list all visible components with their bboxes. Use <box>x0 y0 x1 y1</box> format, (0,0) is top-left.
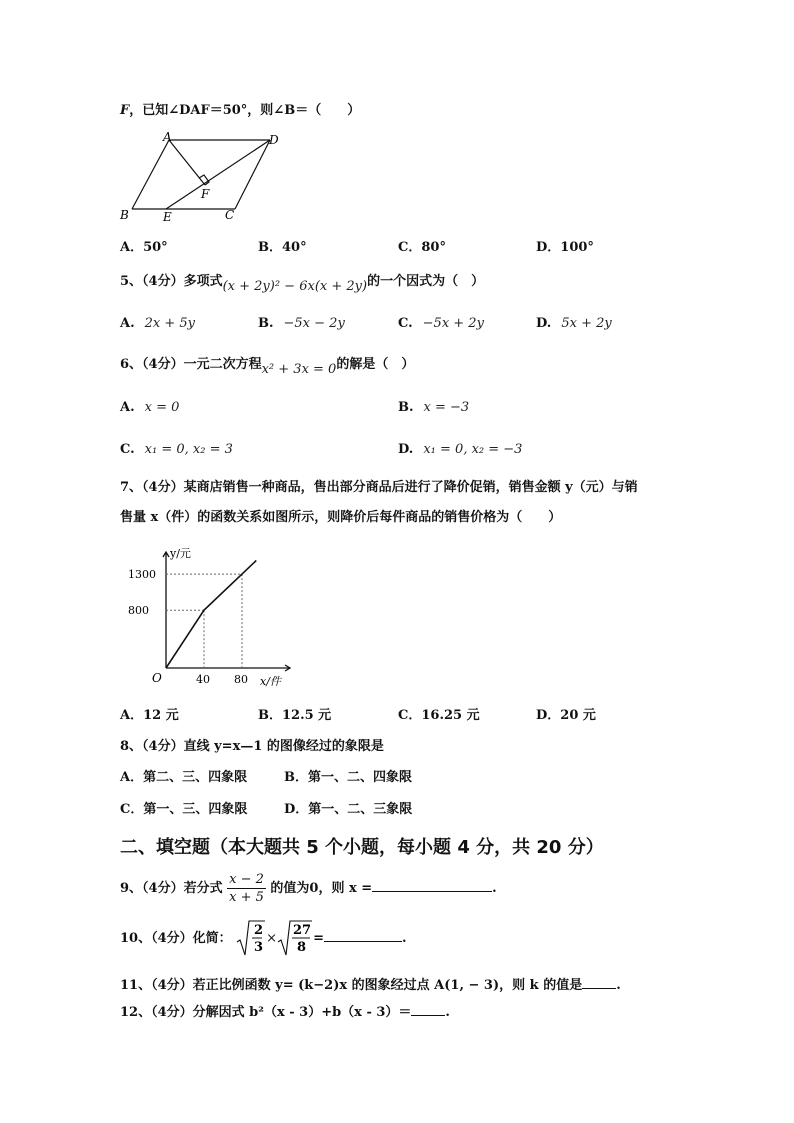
q6-stem-after: 的解是（ ） <box>336 357 415 372</box>
q10-end: . <box>401 930 407 946</box>
q10-num2: 27 <box>293 923 312 938</box>
q7-sales-chart <box>120 540 300 690</box>
q10-num1: 2 <box>254 923 264 938</box>
q10-stem-before: 10、（4分）化简： <box>120 930 232 946</box>
label-D: D <box>269 133 279 147</box>
q5-option-b <box>258 314 345 334</box>
label-C: C <box>225 208 235 222</box>
q11-answer-blank[interactable] <box>582 974 616 989</box>
q4-option-a: A．50° <box>120 240 168 255</box>
q6-option-a <box>120 398 179 418</box>
q6-option-c-label: C. <box>120 442 135 457</box>
q9-stem-before: 9、（4分）若分式 <box>120 881 223 896</box>
q6-stem-before: 6、（4分）一元二次方程 <box>120 357 262 372</box>
q7-option-d: D．20 元 <box>536 708 596 723</box>
q4-text: ，已知∠DAF＝50°，则∠B＝（ ） <box>129 103 361 118</box>
q11-stem <box>120 974 621 996</box>
label-E: E <box>163 210 172 224</box>
q6-option-b-label: B. <box>398 400 414 415</box>
q8-stem: 8、（4分）直线 y=x—1 的图像经过的象限是 <box>120 739 384 754</box>
q6-option-c <box>120 440 233 460</box>
sqrt-symbol-2 <box>277 918 313 958</box>
y-tick-label: 1300 <box>128 568 156 582</box>
q6-option-a-expr: x = 0 <box>144 400 180 415</box>
q5-option-a <box>120 314 195 334</box>
q4-option-d: D．100° <box>536 240 594 255</box>
q10-times: × <box>266 930 278 946</box>
q5-option-c-label: C. <box>398 316 413 331</box>
q8-option-b: B．第一、二、四象限 <box>284 770 412 785</box>
chart-guides <box>166 574 242 668</box>
y-axis-label: y/元 <box>170 547 191 560</box>
q10-answer-blank[interactable] <box>324 927 402 942</box>
q7-stem-line1: 7、（4分）某商店销售一种商品，售出部分商品后进行了降价促销，销售金额 y（元）与销 <box>120 480 638 495</box>
q10-den2: 8 <box>297 940 307 955</box>
label-B: B <box>120 208 129 222</box>
q8-option-c: C．第一、三、四象限 <box>120 802 248 817</box>
q4-option-c: C．80° <box>398 240 446 255</box>
q11-text: 11、（4分）若正比例函数 y= (k−2)x 的图象经过点 A(1, − 3)，则 k 的值是 <box>120 978 583 993</box>
q9-stem-after: 的值为0，则 x = <box>270 881 373 896</box>
q10-sqrt-2 <box>277 918 313 959</box>
q5-option-b-label: B. <box>258 316 274 331</box>
y-tick-label: 800 <box>128 604 149 618</box>
x-axis-label: x/件 <box>260 675 281 688</box>
q5-option-a-label: A. <box>120 316 135 331</box>
q6-option-c-expr: x₁ = 0, x₂ = 3 <box>144 442 233 457</box>
origin-label: O <box>152 671 162 685</box>
sqrt-symbol-1 <box>236 918 266 958</box>
section-heading-fill-in: 二、填空题（本大题共 5 个小题，每小题 4 分，共 20 分） <box>120 837 604 858</box>
q9-fraction <box>227 871 266 906</box>
q5-option-d <box>536 314 612 334</box>
q9-answer-blank[interactable] <box>372 877 492 892</box>
q5-expression: (x + 2y)² − 6x(x + 2y) <box>222 279 368 294</box>
q6-option-d-label: D. <box>398 442 414 457</box>
q7-option-b: B．12.5 元 <box>258 708 332 723</box>
q12-answer-blank[interactable] <box>411 1001 445 1016</box>
chart-series <box>166 561 256 668</box>
q12-stem <box>120 1001 450 1023</box>
q8-option-a: A．第二、三、四象限 <box>120 770 248 785</box>
q10-sqrt-1 <box>236 918 266 959</box>
q5-option-c <box>398 314 484 334</box>
label-F: F <box>201 187 210 201</box>
q5-option-c-expr: −5x + 2y <box>422 316 484 331</box>
q12-end: . <box>445 1005 450 1020</box>
q6-option-d <box>398 440 522 460</box>
q10-den1: 3 <box>254 940 264 955</box>
q6-option-d-expr: x₁ = 0, x₂ = −3 <box>423 442 523 457</box>
q6-expression: x² + 3x = 0 <box>261 362 337 377</box>
q12-text: 12、（4分）分解因式 b²（x - 3）+b（x - 3）＝ <box>120 1005 412 1020</box>
q5-option-a-expr: 2x + 5y <box>144 316 195 331</box>
q7-stem-line2: 售量 x（件）的函数关系如图所示，则降价后每件商品的销售价格为（ ） <box>120 510 562 525</box>
q10-stem <box>120 918 407 959</box>
q6-stem <box>120 355 414 375</box>
q9-denominator: x + 5 <box>229 890 264 905</box>
q5-option-d-label: D. <box>536 316 552 331</box>
q10-equals: = <box>313 930 324 946</box>
q4-prefix: F <box>120 103 130 118</box>
q7-option-a: A．12 元 <box>120 708 179 723</box>
q4-option-b: B．40° <box>258 240 307 255</box>
q5-option-d-expr: 5x + 2y <box>561 316 612 331</box>
series-line <box>166 561 256 668</box>
q9-numerator: x − 2 <box>229 872 264 887</box>
q5-option-b-expr: −5x − 2y <box>283 316 345 331</box>
parallelogram-figure <box>110 130 290 228</box>
chart-axes <box>163 552 290 671</box>
q5-stem-after: 的一个因式为（ ） <box>367 274 485 289</box>
q9-stem <box>120 870 497 908</box>
q8-option-d: D．第一、二、三象限 <box>284 802 413 817</box>
q11-end: . <box>616 978 621 993</box>
q5-stem <box>120 272 484 292</box>
q6-option-b <box>398 398 469 418</box>
x-tick-label: 80 <box>234 673 248 686</box>
q9-end: . <box>492 881 497 896</box>
q6-option-b-expr: x = −3 <box>423 400 470 415</box>
label-A: A <box>163 130 172 144</box>
q4-stem <box>120 101 360 121</box>
q5-stem-before: 5、（4分）多项式 <box>120 274 223 289</box>
q7-option-c: C．16.25 元 <box>398 708 480 723</box>
x-tick-label: 40 <box>196 673 210 686</box>
q6-option-a-label: A. <box>120 400 135 415</box>
